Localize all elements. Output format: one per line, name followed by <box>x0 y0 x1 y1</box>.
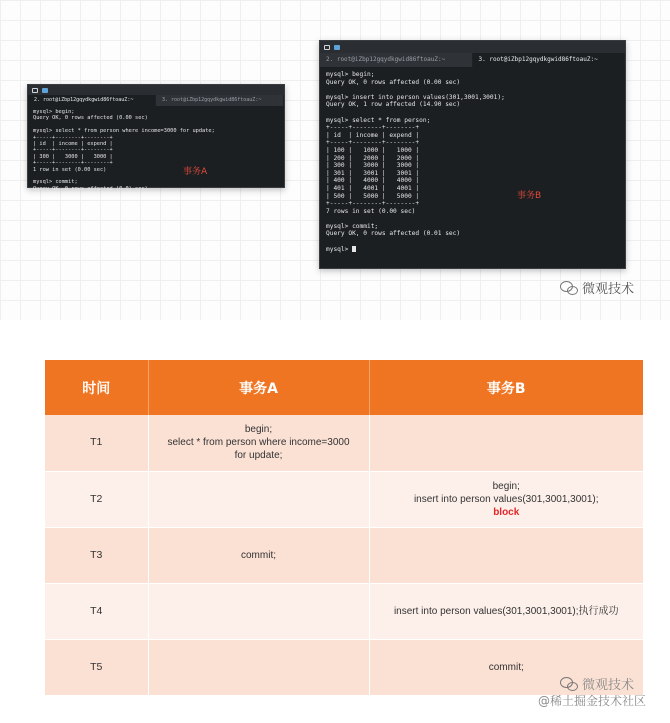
terminal-a-tab-2[interactable]: 2. root@iZbp12gqydkgwid86ftoauZ:~ <box>28 95 156 106</box>
terminal-b-tab-3[interactable]: 3. root@iZbp12gqydkgwid86ftoauZ:~ <box>473 53 626 67</box>
cell-time: T3 <box>45 527 148 583</box>
cell-transaction-a <box>148 583 369 639</box>
terminal-line: Query OK, 1 row affected (14.90 sec) <box>326 101 461 109</box>
terminal-line: mysql> select * from person where income=3000 for update; <box>33 128 215 135</box>
folder-icon <box>42 88 48 93</box>
table-row <box>45 471 643 527</box>
terminal-line: mysql> begin; <box>326 71 375 78</box>
terminal-icon <box>32 88 38 93</box>
wechat-icon <box>560 677 578 690</box>
cell-line: commit; <box>241 549 276 561</box>
cell-time: T5 <box>45 639 148 695</box>
terminal-b-tabs <box>320 53 625 67</box>
cell-line: insert into person values(301,3001,3001); <box>413 493 599 505</box>
table-body <box>45 415 643 695</box>
header-time: 时间 <box>45 360 148 415</box>
terminal-line: mysql> begin; <box>33 109 75 115</box>
cell-transaction-b <box>369 583 643 639</box>
terminal-a-output <box>28 106 284 195</box>
transaction-a-label: 事务A <box>183 167 208 177</box>
terminal-line: | 100 | 1000 | 1000 | <box>326 146 420 154</box>
terminal-line: | 400 | 4000 | 4000 | <box>326 177 420 185</box>
terminal-line: 1 row in set (0.00 sec) <box>33 166 107 173</box>
table-row <box>45 415 643 471</box>
cell-time: T4 <box>45 583 148 639</box>
terminal-line: +-----+--------+--------+ <box>326 124 420 132</box>
cell-transaction-b <box>369 527 643 583</box>
transaction-b-label: 事务B <box>517 191 542 201</box>
cell-time: T1 <box>45 415 148 471</box>
cell-transaction-b <box>369 415 643 471</box>
terminal-a-titlebar <box>28 85 284 95</box>
terminal-line: Query OK, 0 rows affected (0.00 sec) <box>326 78 461 86</box>
cell-line: commit; <box>488 661 524 673</box>
terminal-line: +-----+--------+--------+ <box>33 147 113 154</box>
terminal-cursor <box>352 246 356 252</box>
cell-line: select * from person where income=3000 <box>167 437 350 449</box>
cell-transaction-b <box>369 471 643 527</box>
terminal-line: mysql> select * from person; <box>326 116 431 124</box>
terminal-window-b <box>319 40 626 269</box>
cell-transaction-a <box>148 639 369 695</box>
terminal-line: mysql> insert into person values(301,3001,3001); <box>326 93 505 101</box>
folder-icon <box>334 45 340 50</box>
terminal-line: | 500 | 5000 | 5000 | <box>326 192 420 200</box>
terminal-b-output <box>320 67 625 257</box>
terminal-line: Query OK, 0 rows affected (0.00 sec) <box>33 115 148 122</box>
terminal-line: mysql> <box>326 245 353 253</box>
terminal-line: 7 rows in set (0.00 sec) <box>326 207 416 215</box>
terminal-line: | 300 | 3000 | 3000 | <box>33 153 113 160</box>
terminal-line: | 301 | 3001 | 3001 | <box>326 169 420 177</box>
table-row <box>45 583 643 639</box>
watermark-bottom <box>560 674 634 693</box>
wechat-icon <box>560 281 578 294</box>
terminal-a-tab-3[interactable]: 3. root@iZbp12gqydkgwid86ftoauZ:~ <box>156 95 284 106</box>
cell-line: begin; <box>244 424 273 436</box>
watermark-top-text: 微观技术 <box>582 282 635 297</box>
watermark-bottom-text: 微观技术 <box>582 678 635 693</box>
terminal-window-a <box>27 84 285 192</box>
terminal-line: | id | income | expend | <box>33 141 113 148</box>
terminal-line: +-----+--------+--------+ <box>33 134 113 141</box>
terminal-line: Query OK, 0 rows affected (0.01 sec) <box>326 230 461 238</box>
terminal-line: +-----+--------+--------+ <box>33 160 113 167</box>
cell-line: for update; <box>234 450 283 462</box>
cell-transaction-a <box>148 527 369 583</box>
header-transaction-b: 事务B <box>369 360 643 415</box>
table-row <box>45 527 643 583</box>
watermark-top <box>560 278 634 297</box>
terminal-line: mysql> commit; <box>326 222 379 230</box>
header-transaction-a: 事务A <box>148 360 369 415</box>
terminal-line: +-----+--------+--------+ <box>326 200 420 208</box>
table-row <box>45 639 643 695</box>
terminal-b-tab-2[interactable]: 2. root@iZbp12gqydkgwid86ftoauZ:~ <box>320 53 473 67</box>
terminal-line: | 200 | 2000 | 2000 | <box>326 154 420 162</box>
terminal-line: mysql> commit; <box>33 179 78 186</box>
cell-line: insert into person values(301,3001,3001);执行成功 <box>393 605 619 617</box>
site-watermark: @稀土掘金技术社区 <box>538 694 647 708</box>
terminal-icon <box>324 45 330 50</box>
transaction-table <box>45 360 643 696</box>
cell-transaction-a <box>148 471 369 527</box>
terminal-line: Query OK, 0 rows affected (0.0) sec) <box>33 185 148 192</box>
block-status: block <box>493 506 520 518</box>
terminal-a-tabs <box>28 95 284 106</box>
terminal-line: | 401 | 4001 | 4001 | <box>326 184 420 192</box>
terminal-line: +-----+--------+--------+ <box>326 139 420 147</box>
cell-transaction-a <box>148 415 369 471</box>
cell-time: T2 <box>45 471 148 527</box>
terminal-line: | id | income | expend | <box>326 131 420 139</box>
screenshot-area <box>0 0 670 320</box>
table-header-row <box>45 360 643 415</box>
terminal-line: | 300 | 3000 | 3000 | <box>326 162 420 170</box>
cell-line: begin; <box>492 480 520 492</box>
terminal-b-titlebar <box>320 41 625 53</box>
